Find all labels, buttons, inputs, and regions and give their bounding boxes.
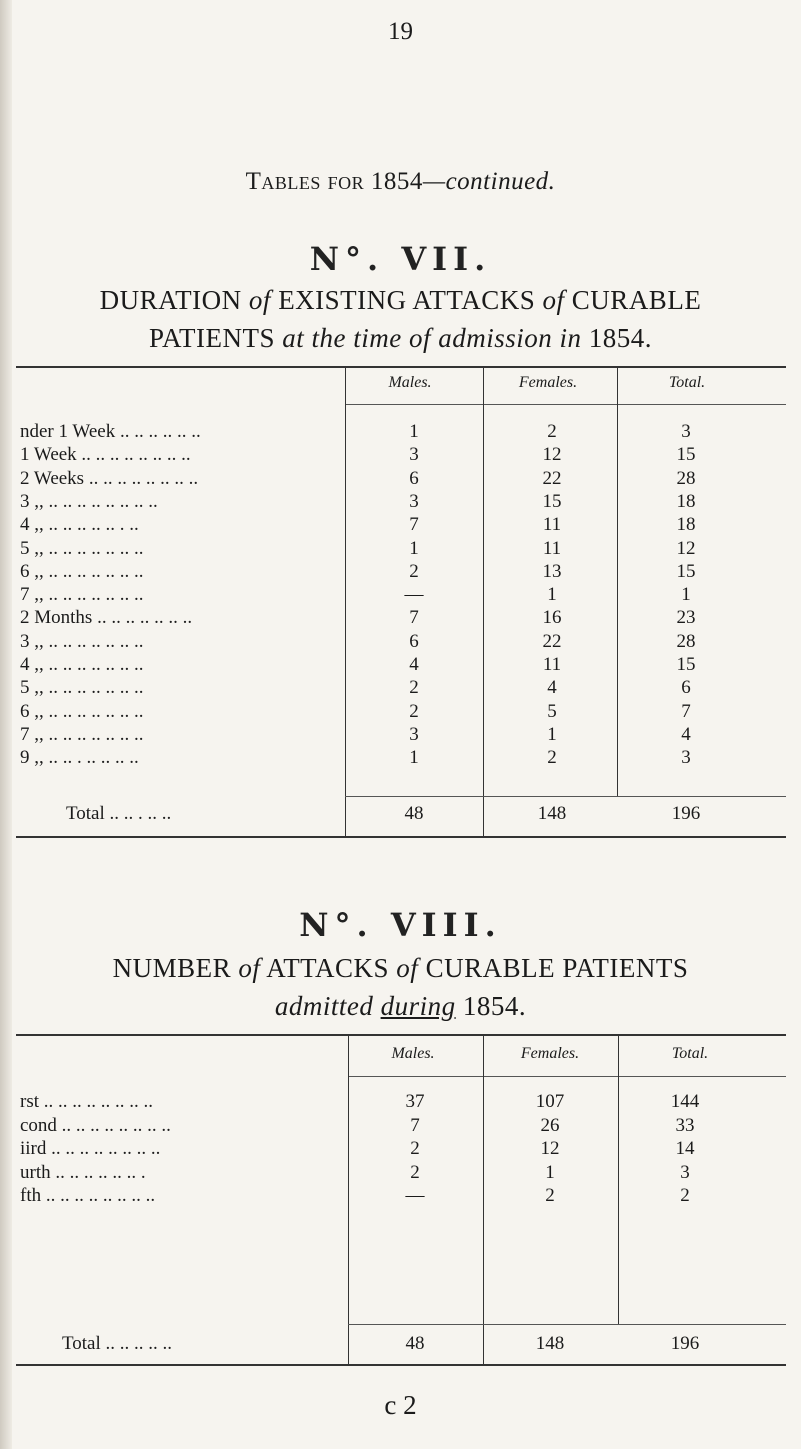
table7-cell-total: 15 [676,560,696,582]
table-7-head-rule [345,404,786,405]
table-8-title-of: of [396,953,419,983]
table-8-bottom-rule [16,1364,786,1366]
table7-cell-males: 1 [409,747,419,769]
table7-cell-total: 18 [676,490,696,512]
table7-cell-males: 7 [409,514,419,536]
table8-cell-females: 107 [535,1091,565,1112]
table-7-number: N°. VII. [309,240,492,278]
running-head-suffix: —continued. [422,168,556,195]
table7-cell-total: 3 [681,421,691,442]
running-head-prefix: Tables for [245,168,365,195]
table7-cell-label: 5 ,, .. .. .. .. .. .. .. [20,677,144,699]
table8-cell-females: 26 [540,1114,560,1136]
table8-cell-total: 144 [670,1091,700,1112]
table7-cell-females: 16 [542,607,562,629]
table-8-total-total: 196 [670,1333,700,1354]
table7-cell-females: 5 [547,700,557,722]
table8-cell-males: 37 [405,1091,425,1112]
table7-cell-total: 12 [676,537,696,559]
table7-cell-total: 3 [681,747,691,769]
table8-cell-label: urth .. .. .. .. .. .. . [20,1161,146,1183]
table7-cell-total: 15 [676,444,696,466]
table8-cell-label: fth .. .. .. .. .. .. .. .. [20,1185,156,1206]
table7-cell-males: 2 [409,677,419,699]
table-8-col-males: Males. [391,1045,435,1062]
table7-cell-males: 2 [409,560,419,582]
table7-row [0,444,801,466]
table7-cell-total: 23 [676,607,696,629]
table8-cell-females: 2 [545,1185,555,1206]
table-8-number: N°. VIII. [299,906,502,944]
table7-cell-females: 22 [542,630,562,652]
table8-cell-total: 33 [675,1114,695,1136]
table7-cell-label: 4 ,, .. .. .. .. .. . .. [20,514,139,536]
table-7-title-word: EXISTING ATTACKS [278,285,536,315]
table7-row [0,538,801,560]
table7-cell-females: 12 [542,444,562,466]
table-7-title-word: PATIENTS [148,323,276,353]
table8-cell-label: iird .. .. .. .. .. .. .. .. [20,1138,161,1159]
table-7-title-word: DURATION [99,285,242,315]
table7-cell-label: 9 ,, .. .. . .. .. .. .. [20,747,139,769]
running-head [0,168,801,196]
table7-cell-label: 6 ,, .. .. .. .. .. .. .. [20,700,144,722]
table8-row [0,1185,801,1207]
table7-cell-males: 1 [409,421,419,442]
table7-cell-total: 6 [681,677,691,699]
signature-mark: c 2 [384,1390,417,1420]
table7-cell-total: 28 [676,467,696,489]
table7-row [0,724,801,746]
table7-cell-females: 1 [547,584,557,606]
table-8-col-total: Total. [671,1045,709,1062]
running-head-year: 1854 [370,168,423,195]
table-8-total-rule [348,1324,786,1325]
table-7-col-total: Total. [668,374,706,391]
table7-row [0,654,801,676]
table-7-total-total: 196 [671,803,701,824]
table7-cell-total: 28 [676,630,696,652]
table-7-title-phrase: at the time of admission in [282,323,582,353]
table8-cell-total: 2 [680,1185,690,1206]
table7-row [0,677,801,699]
table-8-title [0,949,801,1025]
page-number: 19 [388,18,413,45]
table-7-total-females: 148 [537,803,567,824]
table8-row [0,1115,801,1137]
table7-cell-total: 1 [681,584,691,606]
table-8-total-row [0,1333,801,1355]
table-7-total-rule [345,796,786,797]
table7-cell-females: 11 [542,537,562,559]
table7-row [0,607,801,629]
table7-row [0,514,801,536]
table8-cell-males: 2 [410,1138,420,1159]
table7-cell-label: 3 ,, .. .. .. .. .. .. .. .. [20,490,158,512]
table-7-total-males: 48 [404,803,424,824]
table-7-total-label: Total .. .. . .. .. [66,803,172,824]
table8-cell-females: 1 [545,1161,555,1183]
table7-cell-males: 3 [409,444,419,466]
table8-row [0,1091,801,1113]
table7-cell-males: 4 [409,654,419,675]
table7-cell-females: 2 [547,421,557,442]
table7-row [0,747,801,769]
table7-row [0,561,801,583]
table7-cell-females: 13 [542,560,562,582]
table7-cell-label: 2 Weeks .. .. .. .. .. .. .. .. [20,467,199,489]
table7-cell-females: 15 [542,490,562,512]
table7-row [0,491,801,513]
table8-cell-males: — [405,1185,425,1206]
table-8-head-rule [348,1076,786,1077]
table-8-total-label: Total .. .. .. .. .. [62,1333,173,1354]
table7-row [0,701,801,723]
table7-cell-males: 3 [409,723,419,745]
table8-row [0,1162,801,1184]
table-8-title-word: ATTACKS [266,953,390,983]
table7-cell-label: 1 Week .. .. .. .. .. .. .. .. [20,444,191,466]
table-7-bottom-rule [16,836,786,838]
table7-cell-label: 5 ,, .. .. .. .. .. .. .. [20,537,144,559]
table7-cell-total: 7 [681,700,691,722]
table8-cell-females: 12 [540,1138,560,1159]
table7-cell-total: 18 [676,514,696,536]
table7-cell-females: 22 [542,467,562,489]
table-7-col-females: Females. [518,374,578,391]
table-8-title-phrase: admitted [274,991,374,1021]
table-7-title-of: of [248,285,271,315]
table7-cell-label: 3 ,, .. .. .. .. .. .. .. [20,630,144,652]
table7-cell-females: 4 [547,677,557,699]
table7-cell-males: 6 [409,467,419,489]
table7-row [0,584,801,606]
table7-cell-males: 1 [409,537,419,559]
table7-cell-total: 4 [681,723,691,745]
table8-cell-males: 2 [410,1161,420,1183]
table-7-title-of: of [542,285,565,315]
table7-row [0,421,801,443]
table7-cell-label: nder 1 Week .. .. .. .. .. .. [20,421,201,442]
table7-cell-males: — [404,584,424,606]
table8-cell-label: cond .. .. .. .. .. .. .. .. [20,1114,171,1136]
table8-cell-total: 14 [675,1138,695,1159]
table7-cell-females: 11 [542,514,562,536]
table7-cell-males: 2 [409,700,419,722]
table-7-col-males: Males. [388,374,432,391]
table7-cell-females: 2 [547,747,557,769]
table7-cell-males: 7 [409,607,419,629]
table7-cell-label: 7 ,, .. .. .. .. .. .. .. [20,584,144,606]
table7-cell-males: 6 [409,630,419,652]
table7-cell-males: 3 [409,490,419,512]
table-7-top-rule [16,366,786,368]
table7-cell-label: 2 Months .. .. .. .. .. .. .. [20,607,193,629]
table7-cell-females: 1 [547,723,557,745]
table-8-total-males: 48 [405,1333,425,1354]
table-8-title-phrase: during [380,991,456,1021]
table8-cell-total: 3 [680,1161,690,1183]
table-7-total-row [0,803,801,825]
table7-cell-label: 6 ,, .. .. .. .. .. .. .. [20,560,144,582]
table-7-title [0,281,801,357]
table8-cell-label: rst .. .. .. .. .. .. .. .. [20,1091,153,1112]
table-7-title-word: CURABLE [571,285,702,315]
table7-row [0,468,801,490]
table7-cell-females: 11 [542,654,562,675]
table-8-title-word: NUMBER [112,953,232,983]
table-8-total-females: 148 [535,1333,565,1354]
table8-row [0,1138,801,1160]
table7-row [0,631,801,653]
table-8-top-rule [16,1034,786,1036]
table8-cell-males: 7 [410,1114,420,1136]
table-7-title-year: 1854. [588,323,653,353]
table7-cell-total: 15 [676,654,696,675]
table7-cell-label: 4 ,, .. .. .. .. .. .. .. [20,654,144,675]
table-8-title-word: CURABLE PATIENTS [425,953,689,983]
table-8-title-of: of [238,953,261,983]
table-8-col-females: Females. [520,1045,580,1062]
table7-cell-label: 7 ,, .. .. .. .. .. .. .. [20,723,144,745]
table-8-title-year: 1854. [462,991,527,1021]
